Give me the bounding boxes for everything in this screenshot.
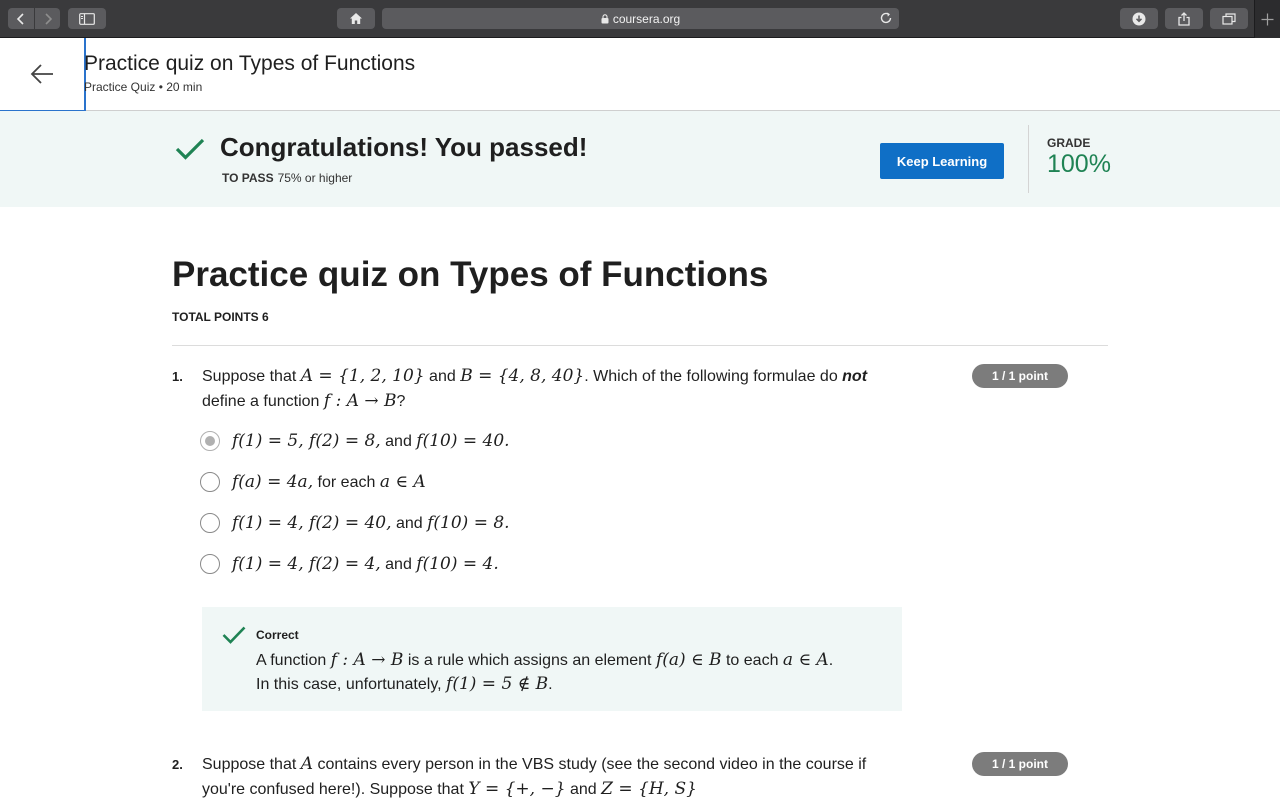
q-emphasis: not (842, 368, 868, 385)
answer-option[interactable] (200, 511, 510, 535)
q-math: B = {4, 8, 40} (460, 366, 585, 386)
url-text: coursera.org (612, 11, 681, 26)
q-text: you're confused here!). Suppose that (202, 781, 469, 798)
option-text (232, 554, 499, 574)
page-title: Practice quiz on Types of Functions (172, 255, 769, 294)
question-number: 2. (172, 757, 183, 772)
points-badge: 1 / 1 point (972, 364, 1068, 388)
tabs-overview-button[interactable] (1210, 8, 1248, 29)
grade-value: 100% (1047, 150, 1111, 178)
option-math: f(1) = 4, f(2) = 40, (232, 513, 392, 533)
sidebar-icon (79, 13, 95, 25)
q-math: f : A → B (323, 391, 397, 411)
option-text (232, 513, 510, 533)
option-word: for each (313, 474, 380, 491)
reload-icon[interactable] (879, 11, 893, 25)
plus-icon (1261, 13, 1274, 26)
q-text: define a function (202, 393, 324, 410)
sidebar-toggle-button[interactable] (68, 8, 106, 29)
fb-math: f(1) = 5 ∉ B (446, 674, 549, 694)
q-text: and (424, 368, 461, 385)
fb-text: In this case, unfortunately, (256, 676, 447, 693)
option-text (232, 472, 426, 492)
fb-math: f : A → B (330, 650, 404, 670)
home-button[interactable] (337, 8, 375, 29)
address-bar[interactable] (382, 8, 899, 29)
fb-text: . (548, 676, 553, 693)
fb-math: a ∈ A (782, 650, 829, 670)
pass-threshold (222, 171, 352, 185)
q-math: Z = {H, S} (601, 779, 697, 799)
keep-learning-button[interactable]: Keep Learning (880, 143, 1004, 179)
q-math: Y = {+, −} (468, 779, 566, 799)
check-icon (222, 625, 246, 645)
download-icon (1132, 12, 1146, 26)
total-points: TOTAL POINTS 6 (172, 310, 269, 324)
back-nav-button[interactable] (8, 8, 34, 29)
fb-text: . (828, 652, 834, 669)
header-subtitle: Practice Quiz • 20 min (84, 80, 203, 94)
feedback-title: Correct (256, 628, 299, 642)
arrow-left-icon (29, 63, 55, 85)
share-icon (1178, 12, 1190, 26)
q-text: contains every person in the VBS study (see the second video in the course if (313, 756, 867, 773)
history-nav (8, 8, 60, 29)
feedback-box (202, 607, 902, 711)
option-text (232, 431, 510, 451)
option-math: f(1) = 5, f(2) = 8, (232, 431, 381, 451)
radio-selected[interactable] (200, 431, 220, 451)
q-text: Suppose that (202, 756, 301, 773)
pass-message: Congratulations! You passed! (220, 132, 588, 162)
lock-icon (601, 14, 609, 24)
q-text: . Which of the following formulae do (584, 368, 843, 385)
question-text (202, 752, 922, 800)
chevron-right-icon (43, 13, 53, 25)
q-math: A (300, 754, 314, 774)
share-button[interactable] (1165, 8, 1203, 29)
radio-button[interactable] (200, 472, 220, 492)
option-word: and (380, 433, 417, 450)
option-math: f(10) = 40. (416, 431, 510, 451)
q-math: A = {1, 2, 10} (300, 366, 425, 386)
check-icon (175, 137, 205, 161)
radio-button[interactable] (200, 554, 220, 574)
question-text (202, 364, 902, 414)
answer-option[interactable] (200, 470, 426, 494)
to-pass-value: 75% or higher (277, 171, 353, 185)
to-pass-label: TO PASS (222, 171, 274, 185)
chevron-left-icon (16, 13, 26, 25)
fb-text: A function (256, 652, 331, 669)
fb-text: is a rule which assigns an element (403, 652, 656, 669)
grade-divider (1028, 125, 1029, 193)
option-math: f(10) = 8. (427, 513, 510, 533)
question-number: 1. (172, 369, 183, 384)
quiz-header (0, 38, 1280, 111)
header-title: Practice quiz on Types of Functions (84, 52, 416, 75)
answer-option[interactable] (200, 429, 510, 453)
fb-math: f(a) ∈ B (655, 650, 722, 670)
option-math: f(a) = 4a, (232, 472, 314, 492)
tabs-icon (1222, 13, 1236, 25)
downloads-button[interactable] (1120, 8, 1158, 29)
browser-toolbar (0, 0, 1280, 38)
option-word: and (391, 515, 428, 532)
feedback-line (256, 674, 553, 694)
q-text: ? (396, 393, 406, 410)
forward-nav-button[interactable] (34, 8, 60, 29)
new-tab-button[interactable] (1254, 0, 1280, 38)
option-math: a ∈ A (379, 472, 426, 492)
q-text: and (565, 781, 602, 798)
feedback-line (256, 650, 833, 670)
q-text: Suppose that (202, 368, 301, 385)
divider (172, 345, 1108, 346)
option-math: f(1) = 4, f(2) = 4, (232, 554, 381, 574)
home-icon (349, 12, 363, 25)
points-badge: 1 / 1 point (972, 752, 1068, 776)
grade-label: GRADE (1047, 136, 1091, 150)
radio-button[interactable] (200, 513, 220, 533)
answer-option[interactable] (200, 552, 499, 576)
fb-text: to each (721, 652, 783, 669)
back-button[interactable] (0, 38, 86, 112)
option-math: f(10) = 4. (416, 554, 499, 574)
option-word: and (380, 556, 417, 573)
